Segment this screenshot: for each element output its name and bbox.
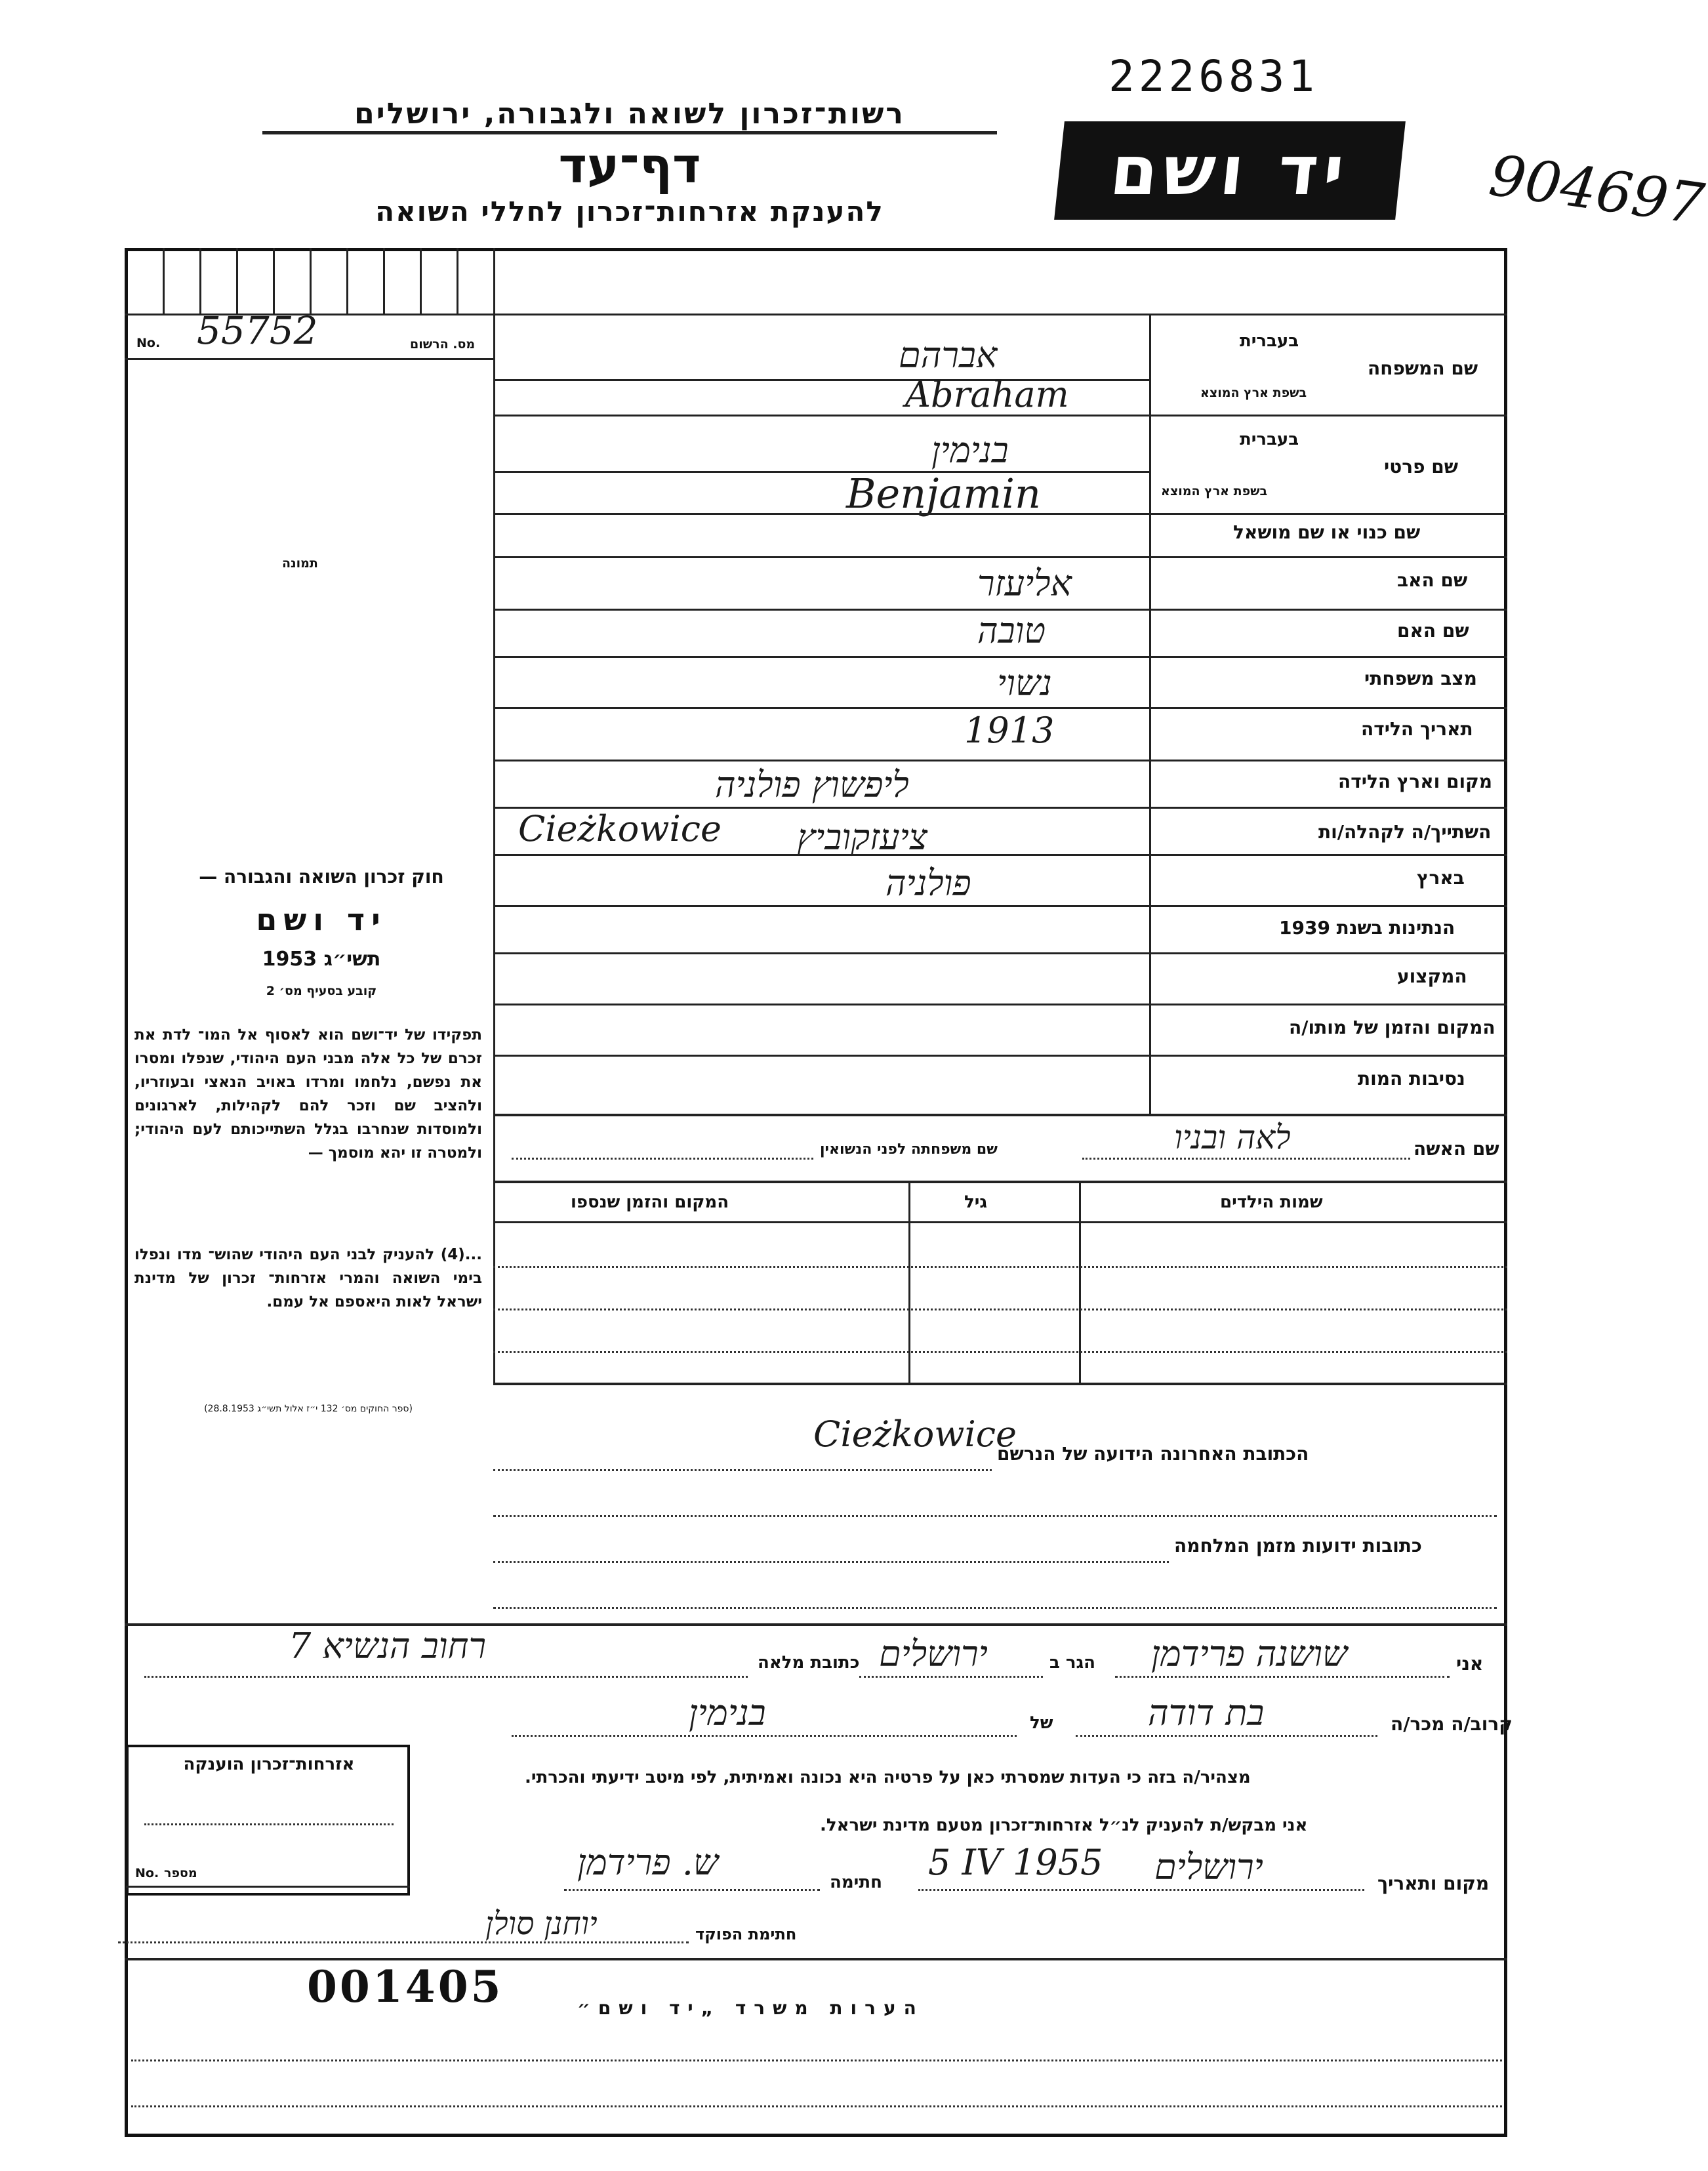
label-wife-maiden: שם משפחתה לפני הנשואין bbox=[820, 1141, 998, 1158]
community-latin: Cieżkowice bbox=[518, 808, 722, 849]
photo-label: תמונה bbox=[282, 556, 318, 571]
label-profession: המקצוע bbox=[1397, 965, 1467, 987]
row-line bbox=[493, 760, 1507, 761]
family-name-hebrew: אברהם bbox=[899, 335, 998, 376]
certificate-no-label: No. bbox=[135, 1866, 159, 1880]
law-source: (ספר החוקים מס׳ 132 י״ז אלול תשי״ג 28.8.1953) bbox=[204, 1404, 413, 1414]
office-notes-label: הערות משרד „יד ושם״ bbox=[577, 1997, 924, 2019]
strip-divider bbox=[163, 248, 165, 314]
table-row-line bbox=[493, 1351, 1507, 1353]
cert-dotline bbox=[144, 1823, 394, 1825]
label-death-place: המקום והזמן של מותו/ה bbox=[1289, 1017, 1495, 1038]
address-dotline bbox=[493, 1515, 1497, 1517]
label-wartime-address: כתובות ידועות מזמן המלחמה bbox=[1174, 1535, 1422, 1556]
officer-signature: יוחנן סולן bbox=[485, 1905, 598, 1942]
registration-label: מס. הרשום bbox=[410, 337, 476, 352]
authority-underline bbox=[262, 131, 997, 134]
row-line bbox=[493, 1114, 1507, 1116]
address-dotline bbox=[493, 1469, 992, 1471]
declarant-name: שושנה פרידמן bbox=[1151, 1633, 1348, 1674]
first-name-latin: Benjamin bbox=[846, 470, 1041, 517]
last-address: Cieżkowice bbox=[813, 1413, 1017, 1455]
mother-name: טובה bbox=[977, 610, 1046, 651]
strip-divider bbox=[383, 248, 385, 314]
label-mother: שם האם bbox=[1397, 620, 1469, 641]
declarant-address: רחוב הנשיא 7 bbox=[289, 1625, 487, 1667]
row-line bbox=[493, 1055, 1507, 1057]
certificate-box-title: אזרחות־זכרון הוענקה bbox=[183, 1755, 355, 1774]
left-column-divider bbox=[493, 248, 495, 1383]
label-family-name: שם המשפחה bbox=[1368, 357, 1478, 379]
label-father: שם האב bbox=[1397, 569, 1468, 591]
country: פולניה bbox=[885, 862, 971, 904]
law-clause: קובע בסעיף מס׳ 2 bbox=[266, 984, 377, 998]
wife-dotline bbox=[1082, 1158, 1410, 1160]
form-subtitle: להענקת אזרחות־זכרון לחללי השואה bbox=[375, 195, 884, 228]
relative-of-name: בנימין bbox=[689, 1692, 766, 1734]
serial-number-top: 2226831 bbox=[1108, 51, 1319, 102]
address-full-dotline bbox=[144, 1676, 748, 1678]
law-name: יד ושם bbox=[256, 902, 387, 937]
label-in-hebrew: בעברית bbox=[1240, 331, 1299, 351]
label-place-date: מקום ותאריך bbox=[1377, 1873, 1490, 1894]
col-children-names: שמות הילדים bbox=[1220, 1192, 1323, 1212]
label-community: השתייך/ה לקהלה/ות bbox=[1318, 821, 1492, 843]
officer-dotline bbox=[118, 1941, 689, 1943]
label-origin-lang: בשפת ארץ המוצא bbox=[1200, 386, 1307, 400]
wife-name: לאה ובניו bbox=[1174, 1118, 1291, 1156]
label-column-divider bbox=[1149, 314, 1151, 1114]
declaration-date: 5 IV 1955 bbox=[928, 1842, 1103, 1883]
address-dotline bbox=[493, 1607, 1497, 1609]
col-children-place: המקום והזמן שנספו bbox=[571, 1192, 729, 1212]
father-name: אליעזר bbox=[977, 563, 1072, 604]
birth-date: 1913 bbox=[964, 710, 1055, 751]
table-header-line bbox=[493, 1221, 1507, 1223]
row-line bbox=[493, 905, 1507, 907]
table-row-line bbox=[493, 1309, 1507, 1310]
section-line bbox=[125, 1958, 1507, 1960]
label-of: של bbox=[1030, 1713, 1053, 1733]
label-first-name: שם פרטי bbox=[1384, 456, 1459, 477]
declarant-city: ירושלים bbox=[879, 1633, 988, 1674]
row-line bbox=[493, 415, 1507, 416]
strip-divider bbox=[236, 248, 238, 314]
request-text: אני מבקש/ת להעניק לנ״ל אזרחות־זכרון מטעם מדינת ישראל. bbox=[820, 1816, 1308, 1835]
row-line bbox=[493, 707, 1507, 709]
label-citizenship: הנתינות בשנת 1939 bbox=[1279, 917, 1455, 939]
city-dotline bbox=[859, 1676, 1043, 1678]
place-date-dotline bbox=[918, 1889, 1364, 1891]
label-lives-in: הגר ב bbox=[1049, 1653, 1096, 1673]
signature-dotline bbox=[564, 1889, 820, 1891]
row-line bbox=[493, 1181, 1507, 1183]
strip-divider bbox=[273, 248, 275, 314]
logo-text: יד ושם bbox=[1107, 131, 1353, 211]
row-line bbox=[493, 556, 1507, 558]
law-paragraph-2: ...(4) להעניק לבני העם היהודי שהוש־ מדו ונפלו בימי השואה והמרי אזרחות־ זכרון של מדינת ישראל לאות היאספם אל עמם. bbox=[134, 1246, 482, 1310]
label-wife: שם האשה bbox=[1413, 1138, 1499, 1160]
registration-value: 55752 bbox=[197, 308, 318, 353]
top-strip-line bbox=[125, 314, 1507, 315]
row-line bbox=[493, 513, 1507, 515]
row-line bbox=[493, 1004, 1507, 1005]
row-line bbox=[493, 471, 1149, 473]
declarant-relation: בת דודה bbox=[1148, 1692, 1265, 1734]
registration-no-label: No. bbox=[136, 336, 161, 350]
label-birth-date: תאריך הלידה bbox=[1361, 718, 1473, 740]
cert-box-line bbox=[126, 1886, 410, 1888]
first-name-hebrew: בנימין bbox=[931, 430, 1009, 471]
declaration-text: מצהיר/ה בזה כי העדות שמסרתי כאן על פרטיה היא נכונה ואמיתית, לפי מיטב ידיעתי והכרתי. bbox=[525, 1768, 1251, 1787]
office-stamp-number: 001405 bbox=[307, 1961, 504, 2012]
label-i: אני bbox=[1456, 1653, 1484, 1674]
col-children-age: גיל bbox=[964, 1192, 988, 1212]
birth-place: ליפשוץ פולניה bbox=[715, 764, 909, 805]
declarant-dotline bbox=[1115, 1676, 1450, 1678]
label-nickname: שם כנוי או שם מושאל bbox=[1233, 521, 1421, 543]
label-origin-lang-2: בשפת ארץ המוצא bbox=[1161, 484, 1268, 498]
notes-dotline bbox=[131, 2059, 1502, 2061]
law-paragraph-1: תפקידו של יד־ושם הוא לאסוף אל המו־ לדת את זכרם של כל אלה מבני העם היהודי, שנפלו ומסרו את נפשם, נלחמו ומרדו באויב הנאצי ובעוזריו, ולהציב שם וזכר להם לקהילות, לארגונים ולמוסדות שנחרבו בגלל השתייכותם לעם היהודי; ולמטרה זו יהא מוסמך — bbox=[134, 1026, 482, 1162]
declarant-signature: ש. פרידמן bbox=[577, 1842, 719, 1883]
row-line bbox=[493, 656, 1507, 658]
of-dotline bbox=[512, 1735, 1017, 1737]
community-hebrew: ציעזקוביץ bbox=[797, 817, 928, 858]
law-year: תשי״ג 1953 bbox=[262, 948, 381, 971]
declaration-place: ירושלים bbox=[1154, 1846, 1263, 1888]
label-death-circ: נסיבות המות bbox=[1358, 1068, 1465, 1089]
label-country: בארץ bbox=[1417, 867, 1465, 889]
strip-divider bbox=[457, 248, 458, 314]
certificate-number-label: מספר bbox=[164, 1866, 197, 1880]
strip-divider bbox=[199, 248, 201, 314]
row-line bbox=[493, 952, 1507, 954]
label-officer-signature: חתימת הפוקד bbox=[695, 1925, 797, 1943]
label-birth-place: מקום וארץ הלידה bbox=[1338, 771, 1492, 792]
address-dotline bbox=[493, 1561, 1169, 1563]
label-marital: מצב משפחתי bbox=[1364, 668, 1477, 689]
relation-dotline bbox=[1076, 1735, 1377, 1737]
table-bottom-line bbox=[493, 1383, 1507, 1385]
authority-name: רשות־זכרון לשואה ולגבורה, ירושלים bbox=[354, 97, 905, 131]
label-in-hebrew-2: בעברית bbox=[1240, 430, 1299, 449]
notes-dotline bbox=[131, 2105, 1502, 2107]
marital-status: נשוי bbox=[997, 662, 1052, 704]
strip-divider bbox=[310, 248, 312, 314]
label-last-address: הכתובת האחרונה הידועה של הנרשם bbox=[997, 1443, 1309, 1465]
label-signature: חתימה bbox=[830, 1873, 882, 1892]
form-title: דף־עד bbox=[558, 138, 701, 194]
row-line bbox=[493, 854, 1507, 856]
wife-maiden-dotline bbox=[512, 1158, 813, 1160]
family-name-latin: Abraham bbox=[905, 374, 1069, 415]
label-full-address: כתובת מלאה bbox=[758, 1653, 860, 1673]
table-row-line bbox=[493, 1266, 1507, 1268]
label-relative: קרוב/ה מכר/ה bbox=[1391, 1713, 1513, 1735]
strip-divider bbox=[346, 248, 348, 314]
side-handwritten-number: 904697 bbox=[1485, 142, 1708, 238]
strip-divider bbox=[420, 248, 422, 314]
law-title: חוק זכרון השואה והגבורה — bbox=[199, 866, 444, 887]
yad-vashem-logo bbox=[1054, 121, 1406, 220]
registration-underline bbox=[125, 358, 493, 360]
